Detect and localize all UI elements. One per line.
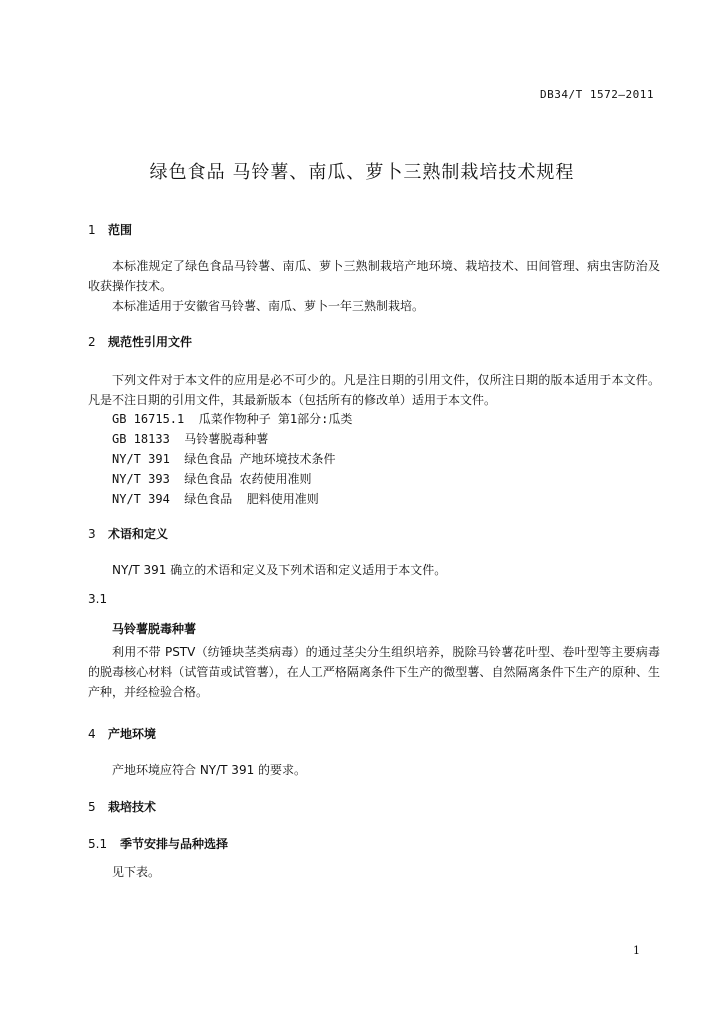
reference-item: NY/T 394 绿色食品 肥料使用准则 [112, 492, 319, 506]
reference-item: NY/T 391 绿色食品 产地环境技术条件 [112, 452, 336, 466]
subsection-3-1-number: 3.1 [88, 592, 108, 606]
section-2-heading [88, 333, 192, 350]
section-number: 2 [88, 335, 96, 349]
subsection-number: 5.1 [88, 837, 108, 851]
section-3-paragraph-1: NY/T 391 确立的术语和定义及下列术语和定义适用于本文件。 [112, 563, 447, 577]
section-title: 栽培技术 [108, 800, 157, 814]
section-1-paragraph-1: 本标准规定了绿色食品马铃薯、南瓜、萝卜三熟制栽培产地环境、栽培技术、田间管理、病虫害防治及收获操作技术。 [88, 259, 660, 293]
standard-number: DB34/T 1572—2011 [540, 88, 654, 101]
section-3-heading [88, 525, 168, 542]
section-4-paragraph-1: 产地环境应符合 NY/T 391 的要求。 [112, 763, 307, 777]
section-title: 规范性引用文件 [108, 335, 193, 349]
section-1-paragraph-2: 本标准适用于安徽省马铃薯、南瓜、萝卜一年三熟制栽培。 [112, 299, 425, 313]
term-definition: 利用不带 PSTV（纺锤块茎类病毒）的通过茎尖分生组织培养，脱除马铃薯花叶型、卷叶型等主要病毒的脱毒核心材料（试管苗或试管薯），在人工严格隔离条件下生产的微型薯、自然隔离条件下生产的原种、生产种，并经检验合格。 [88, 645, 660, 699]
section-number: 4 [88, 727, 96, 741]
subsection-5-1-heading [88, 835, 228, 852]
page-number: 1 [633, 944, 640, 957]
subsection-title: 季节安排与品种选择 [120, 837, 229, 851]
section-title: 产地环境 [108, 727, 157, 741]
section-title: 范围 [108, 223, 133, 237]
term-heading: 马铃薯脱毒种薯 [112, 622, 197, 636]
reference-item: NY/T 393 绿色食品 农药使用准则 [112, 472, 312, 486]
section-number: 3 [88, 527, 96, 541]
reference-item: GB 18133 马铃薯脱毒种薯 [112, 432, 269, 446]
reference-item: GB 16715.1 瓜菜作物种子 第1部分:瓜类 [112, 412, 353, 426]
section-number: 5 [88, 800, 96, 814]
section-2-paragraph-1: 下列文件对于本文件的应用是必不可少的。凡是注日期的引用文件，仅所注日期的版本适用于本文件。凡是不注日期的引用文件，其最新版本（包括所有的修改单）适用于本文件。 [88, 373, 660, 407]
section-title: 术语和定义 [108, 527, 169, 541]
section-1-heading [88, 221, 132, 238]
document-title: 绿色食品 马铃薯、南瓜、萝卜三熟制栽培技术规程 [149, 162, 575, 183]
section-5-1-paragraph-1: 见下表。 [112, 865, 161, 879]
section-5-heading [88, 798, 156, 815]
section-4-heading [88, 725, 156, 742]
section-number: 1 [88, 223, 96, 237]
